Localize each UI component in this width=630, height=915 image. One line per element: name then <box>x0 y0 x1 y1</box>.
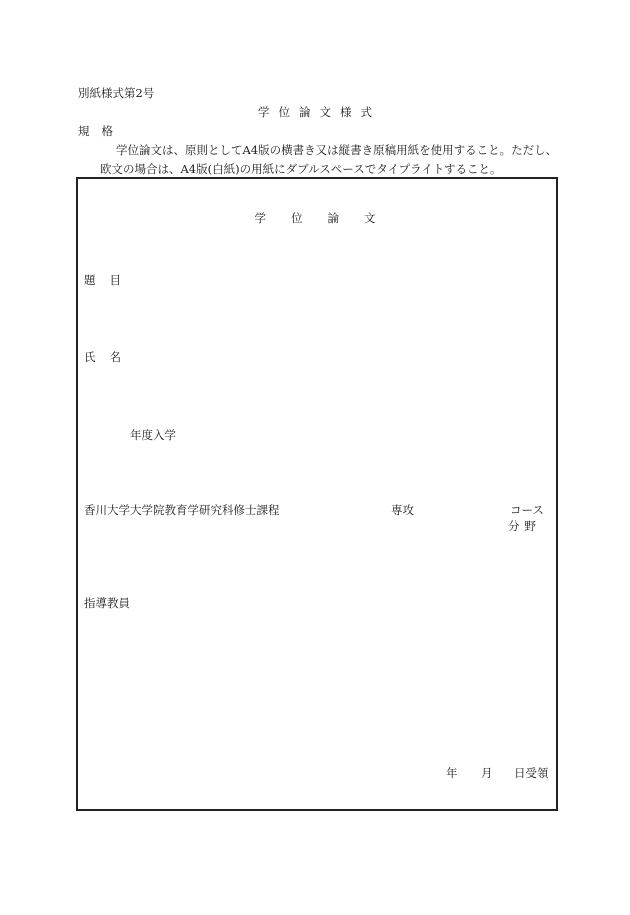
title-label: 題目 <box>84 273 135 287</box>
spec-text-line-1: 学位論文は、原則としてA4版の横書き又は縦書き原稿用紙を使用すること。ただし、 <box>116 143 558 157</box>
received-year-label: 年 <box>446 766 458 780</box>
field-label: 分野 <box>508 519 541 533</box>
spec-text-line-2: 欧文の場合は、A4版(白紙)の用紙にダブルスペースでタイプライトすること。 <box>100 162 502 176</box>
enrollment-year-label: 年度入学 <box>130 428 176 442</box>
program-label: 香川大学大学院教育学研究科修士課程 <box>84 503 280 517</box>
form-number: 別紙様式第2号 <box>78 86 155 100</box>
cover-page-frame <box>76 177 558 811</box>
received-day-label: 日受領 <box>514 766 549 780</box>
received-month-label: 月 <box>481 766 493 780</box>
name-label: 氏名 <box>84 350 135 364</box>
course-label: コース <box>510 503 544 517</box>
thesis-heading: 学位論文 <box>254 211 401 225</box>
advisor-label: 指導教員 <box>84 596 130 610</box>
spec-heading: 規格 <box>78 124 125 138</box>
major-label: 専攻 <box>391 503 414 517</box>
form-title: 学位論文様式 <box>258 105 381 119</box>
